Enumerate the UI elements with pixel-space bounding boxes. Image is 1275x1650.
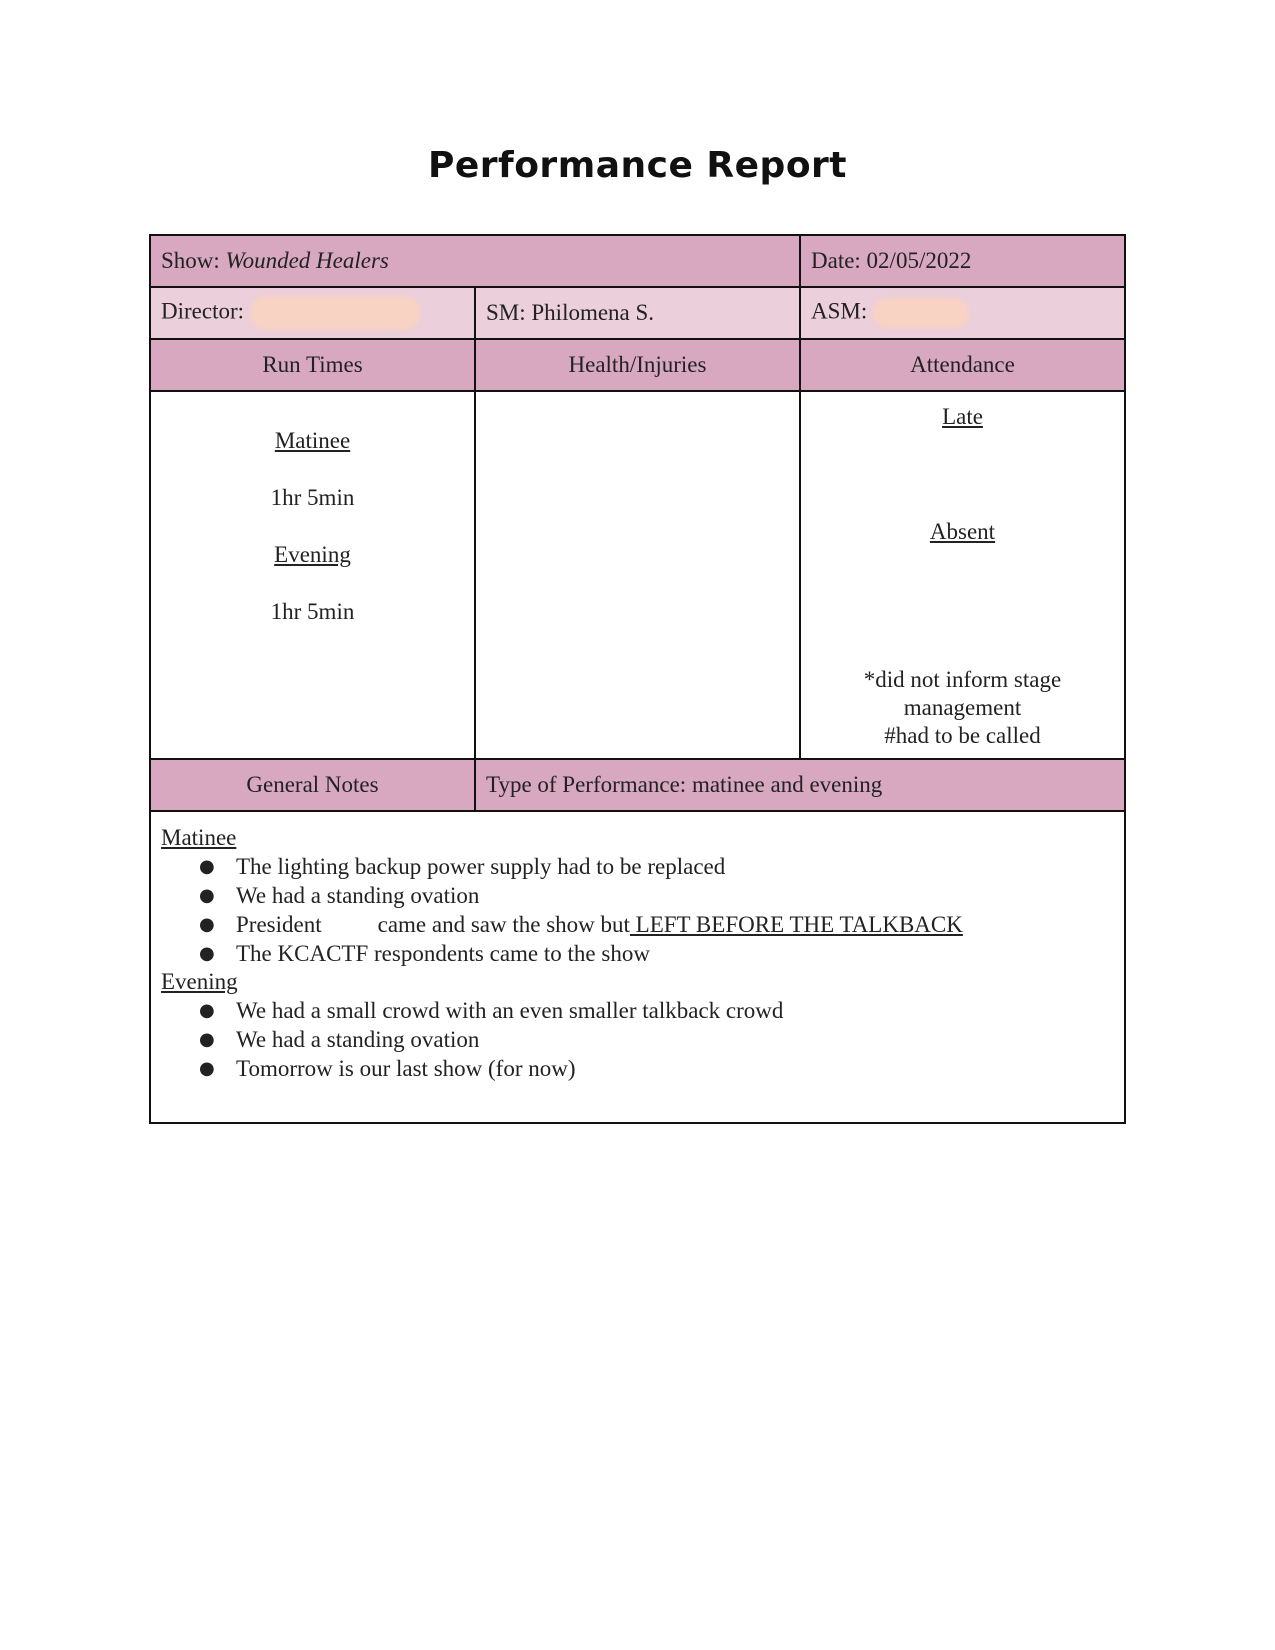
list-item: ● The KCACTF respondents came to the show [161, 939, 1114, 968]
evening-heading: Evening [161, 969, 238, 994]
attendance-note-line-2: management [903, 695, 1022, 720]
matinee-time: 1hr 5min [270, 485, 355, 510]
asm-cell [800, 287, 1125, 339]
list-item: ● We had a standing ovation [161, 881, 1114, 910]
asm-label: ASM: [811, 298, 868, 324]
run-times-cell [150, 391, 475, 759]
attendance-note [801, 666, 1124, 750]
page-title: Performance Report [427, 145, 848, 186]
president-text: President [236, 912, 322, 937]
president-emphasis: LEFT BEFORE THE TALKBACK [629, 912, 963, 937]
performance-type: Type of Performance: matinee and evening [475, 759, 1125, 811]
evening-time: 1hr 5min [270, 599, 355, 624]
attendance-note-line-1: *did not inform stage [863, 667, 1062, 692]
attendance-note-line-3: #had to be called [884, 723, 1041, 748]
list-item: ● We had a small crowd with an even smaller talkback crowd [161, 996, 1114, 1025]
general-notes-header: General Notes [150, 759, 475, 811]
health-header: Health/Injuries [475, 339, 800, 391]
notes-row [150, 811, 1125, 1123]
attendance-cell [800, 391, 1125, 759]
matinee-label: Matinee [274, 428, 351, 453]
date-cell: Date: 02/05/2022 [800, 235, 1125, 287]
late-label: Late [942, 404, 983, 429]
list-item: ● The lighting backup power supply had to be replaced [161, 852, 1114, 881]
staff-row [150, 287, 1125, 339]
evening-notes-list [161, 996, 1114, 1083]
list-item: ● Tomorrow is our last show (for now) [161, 1054, 1114, 1083]
director-cell [150, 287, 475, 339]
list-item: ● We had a standing ovation [161, 1025, 1114, 1054]
redacted-asm [873, 298, 969, 328]
details-row [150, 391, 1125, 759]
show-name: Wounded Healers [225, 248, 389, 273]
show-label: Show: [161, 248, 220, 273]
matinee-notes-list [161, 852, 1114, 968]
sm-cell: SM: Philomena S. [475, 287, 800, 339]
matinee-heading: Matinee [161, 825, 237, 850]
absent-label: Absent [929, 519, 996, 544]
performance-report-table [149, 234, 1126, 1124]
show-cell [150, 235, 800, 287]
run-times-header: Run Times [150, 339, 475, 391]
health-cell [475, 391, 800, 759]
director-label: Director: [161, 298, 245, 324]
column-header-row [150, 339, 1125, 391]
general-header-row [150, 759, 1125, 811]
evening-label: Evening [274, 542, 351, 567]
president-text-continued: came and saw the show but [377, 912, 630, 937]
attendance-header: Attendance [800, 339, 1125, 391]
notes-cell [150, 811, 1125, 1123]
redacted-director [250, 296, 420, 330]
list-item-president [161, 910, 1114, 939]
show-row [150, 235, 1125, 287]
